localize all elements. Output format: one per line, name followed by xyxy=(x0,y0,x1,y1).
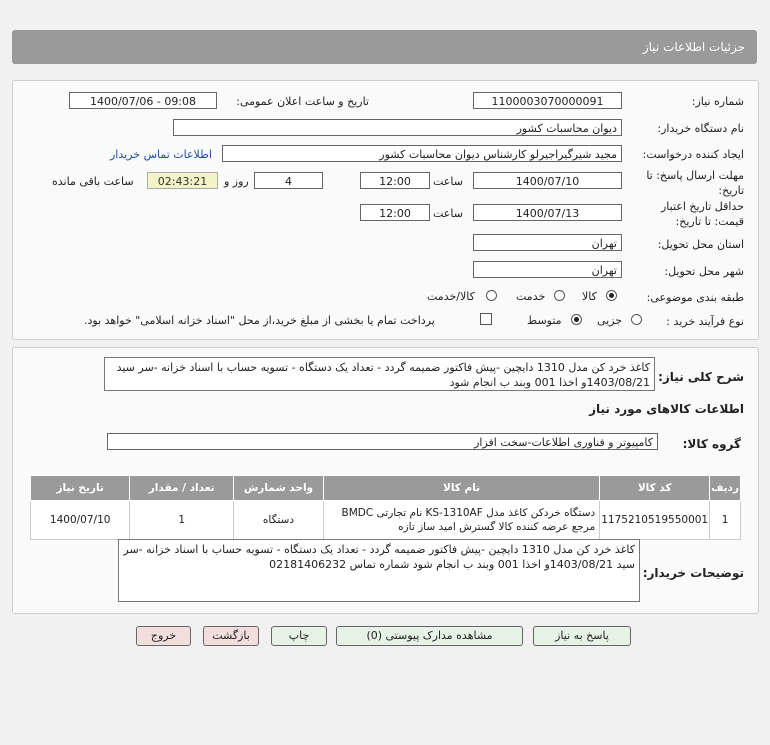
validity-date-field: 1400/07/13 xyxy=(473,204,622,221)
category-goods-radio[interactable] xyxy=(606,290,617,301)
treasury-payment-note: پرداخت تمام یا بخشی از مبلغ خرید،از محل "اسناد خزانه اسلامی" خواهد بود. xyxy=(84,314,435,327)
page-header xyxy=(12,30,757,64)
col-code-header: کد کالا xyxy=(600,476,710,501)
days-label: روز و xyxy=(224,175,249,188)
need-number-label: شماره نیاز: xyxy=(691,95,744,108)
buyer-notes-label: توضیحات خریدار: xyxy=(642,566,744,580)
print-button[interactable]: چاپ xyxy=(271,626,327,646)
days-field: 4 xyxy=(254,172,323,189)
announce-label: تاریخ و ساعت اعلان عمومی: xyxy=(236,95,369,108)
creator-field: مجید شیرگیراجیرلو کارشناس دیوان محاسبات کشور xyxy=(222,145,622,162)
cell-code: 1175210519550001 xyxy=(600,501,710,540)
process-minor-label: جزیی xyxy=(597,314,623,327)
cell-row: 1 xyxy=(710,501,741,540)
goods-section-title: اطلاعات کالاهای مورد نیاز xyxy=(589,402,744,416)
deadline-date-field: 1400/07/10 xyxy=(473,172,622,189)
table-row xyxy=(31,501,741,540)
cell-unit: دستگاه xyxy=(234,501,324,540)
page-title: جزئیات اطلاعات نیاز xyxy=(642,40,745,54)
process-medium-label: متوسط xyxy=(527,314,562,327)
remaining-time-field: 02:43:21 xyxy=(147,172,218,189)
city-label: شهر محل تحویل: xyxy=(664,265,744,278)
goods-table xyxy=(30,475,741,540)
col-unit-header: واحد شمارش xyxy=(234,476,324,501)
goods-group-label: گروه کالا: xyxy=(682,437,741,451)
buyer-org-field: دیوان محاسبات کشور xyxy=(173,119,622,136)
goods-group-field: کامپیوتر و فناوری اطلاعات-سخت افزار xyxy=(107,433,658,450)
city-field: تهران xyxy=(473,261,622,278)
category-service-radio[interactable] xyxy=(554,290,565,301)
creator-label: ایجاد کننده درخواست: xyxy=(642,148,744,161)
deadline-time-label: ساعت xyxy=(433,175,463,188)
col-name-header: نام کالا xyxy=(323,476,599,501)
view-attachments-button[interactable]: مشاهده مدارک پیوستی (0) xyxy=(336,626,523,646)
category-service-label: خدمت xyxy=(516,290,546,303)
validity-time-label: ساعت xyxy=(433,207,463,220)
process-medium-radio[interactable] xyxy=(571,314,582,325)
deadline-time-field: 12:00 xyxy=(360,172,430,189)
col-row-header: ردیف xyxy=(710,476,741,501)
province-label: استان محل تحویل: xyxy=(657,238,744,251)
category-goods-service-label: کالا/خدمت xyxy=(427,290,475,303)
contact-info-link[interactable]: اطلاعات تماس خریدار xyxy=(110,148,212,161)
exit-button[interactable]: خروج xyxy=(136,626,191,646)
col-date-header: تاریخ نیاز xyxy=(31,476,130,501)
validity-label: حداقل تاریخ اعتبار قیمت: تا تاریخ: xyxy=(660,200,744,228)
summary-text: کاغذ خرد کن مدل 1310 دایچین -پیش فاکتور ضمیمه گردد - تعداد یک دستگاه - تسویه حساب با اسناد خزانه -سر سید 1403/08/21و اخذا 001 وبند ب انجام شود xyxy=(104,357,655,391)
process-minor-radio[interactable] xyxy=(631,314,642,325)
buyer-notes-text: کاغذ خرد کن مدل 1310 دایچین -پیش فاکتور ضمیمه گردد - تعداد یک دستگاه - تسویه حساب با اسناد خزانه -سر سید 1403/08/21و اخذا 001 وبند ب انجام شود شماره تماس 02181406232 xyxy=(118,539,640,602)
treasury-payment-checkbox[interactable] xyxy=(480,313,492,325)
summary-label: شرح کلی نیاز: xyxy=(658,370,744,384)
province-field: تهران xyxy=(473,234,622,251)
cell-name: دستگاه خردکن کاغذ مدل KS-1310AF نام تجارتی BMDC مرجع عرضه کننده کالا گسترش امید ساز تازه xyxy=(323,501,599,540)
need-number-field: 1100003070000091 xyxy=(473,92,622,109)
category-goods-label: کالا xyxy=(582,290,597,303)
process-label: نوع فرآیند خرید : xyxy=(666,315,744,328)
back-button[interactable]: بازگشت xyxy=(203,626,259,646)
announce-field: 1400/07/06 - 09:08 xyxy=(69,92,217,109)
col-qty-header: تعداد / مقدار xyxy=(130,476,234,501)
cell-date: 1400/07/10 xyxy=(31,501,130,540)
cell-qty: 1 xyxy=(130,501,234,540)
validity-time-field: 12:00 xyxy=(360,204,430,221)
category-goods-service-radio[interactable] xyxy=(486,290,497,301)
deadline-label: مهلت ارسال پاسخ: تا تاریخ: xyxy=(646,169,744,197)
reply-button[interactable]: پاسخ به نیاز xyxy=(533,626,631,646)
table-header-row xyxy=(31,476,741,501)
remaining-label: ساعت باقی مانده xyxy=(52,175,134,188)
buyer-org-label: نام دستگاه خریدار: xyxy=(657,122,744,135)
category-label: طبقه بندی موضوعی: xyxy=(646,291,744,304)
